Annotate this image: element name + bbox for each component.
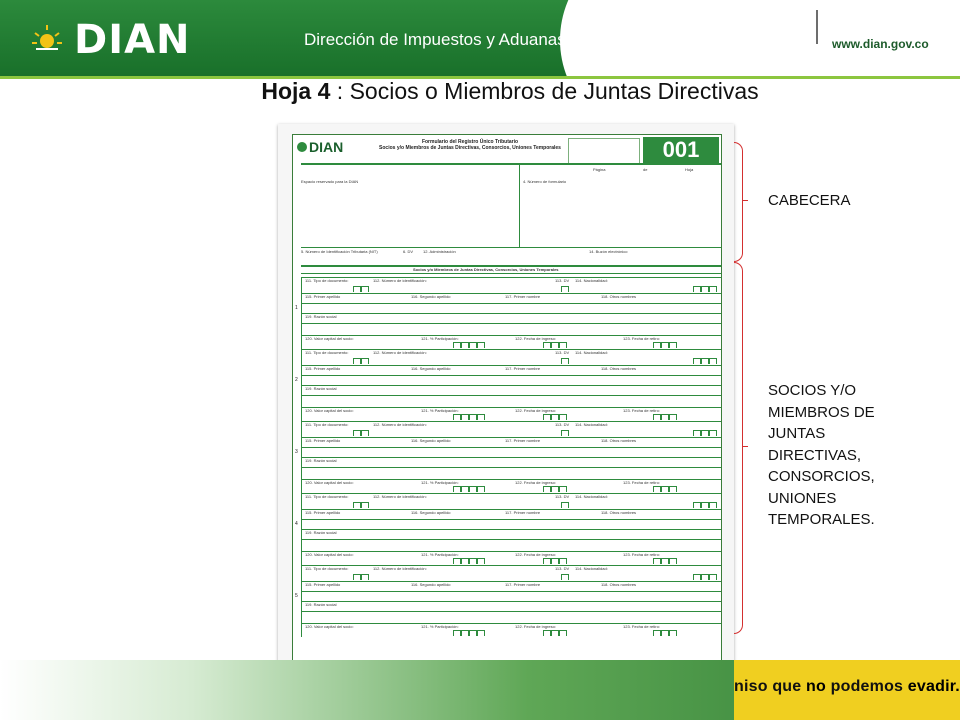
digit-box: [661, 342, 669, 348]
digit-box: [477, 630, 485, 636]
digit-box: [559, 558, 567, 564]
digit-box: [709, 502, 717, 508]
form-field-label: 115. Primer apellido: [305, 510, 341, 515]
header-banner-curve: [560, 0, 760, 140]
form-line: [301, 467, 721, 468]
form-field-label: 117. Primer nombre: [505, 582, 541, 587]
form-field-label: 123. Fecha de retiro:: [623, 624, 660, 629]
form-field-label: 117. Primer nombre: [505, 294, 541, 299]
digit-box: [653, 486, 661, 492]
form-field-label: 114. Nacionalidad:: [575, 350, 608, 355]
form-line: [301, 349, 302, 421]
form-line: [301, 247, 721, 248]
form-line: [301, 277, 721, 278]
digit-box: [661, 558, 669, 564]
digit-box: [559, 486, 567, 492]
form-field-label: 115. Primer apellido: [305, 438, 341, 443]
form-line: [301, 519, 721, 520]
form-line: [301, 421, 302, 493]
form-field-label: 112. Número de identificación:: [373, 422, 427, 427]
form-line: [301, 303, 721, 304]
header-bracket-tip: [742, 200, 748, 201]
title-rest: : Socios o Miembros de Juntas Directivas: [330, 78, 759, 104]
form-number: 001: [643, 137, 719, 163]
form-heading: Formulario del Registro Único Tributario Socios y/o Miembros de Juntas Directivas, Consorcios, Uniones Temporales: [379, 139, 561, 151]
digit-box: [543, 486, 551, 492]
header-bracket: [734, 142, 743, 262]
digit-box: [701, 430, 709, 436]
form-field-label: 118. Otros nombres: [601, 438, 637, 443]
digit-box: [469, 558, 477, 564]
form-line: [301, 529, 721, 530]
form-field-label: 111. Tipo de documento:: [305, 278, 349, 283]
form-line: [301, 421, 721, 422]
form-field-label: 122. Fecha de ingreso:: [515, 336, 556, 341]
form-field-label: 112. Número de identificación:: [373, 350, 427, 355]
digit-box: [543, 414, 551, 420]
form-field-label: 115. Primer apellido: [305, 294, 341, 299]
digit-box: [561, 430, 569, 436]
nit-label: 5. Número de Identificación Tributaria (NIT): [301, 249, 378, 254]
form-field-label: 123. Fecha de retiro:: [623, 552, 660, 557]
form-field-label: 115. Primer apellido: [305, 366, 341, 371]
buzon-label: 14. Buzón electrónico: [589, 249, 628, 254]
digit-box: [669, 342, 677, 348]
cabecera-label: CABECERA: [768, 192, 851, 209]
digit-box: [353, 574, 361, 580]
form-field-label: 114. Nacionalidad:: [575, 278, 608, 283]
form-line: [301, 375, 721, 376]
digit-box: [551, 630, 559, 636]
digit-box: [661, 486, 669, 492]
member-number: 3: [295, 449, 298, 455]
digit-box: [469, 342, 477, 348]
form-field-label: 113. DV: [555, 422, 570, 427]
header-divider: [816, 10, 818, 44]
digit-box: [453, 414, 461, 420]
form-field-label: 120. Valor capital del socio:: [305, 552, 354, 557]
form-field-label: 118. Otros nombres: [601, 294, 637, 299]
espacio-label: Espacio reservado para la DIAN: [301, 179, 359, 184]
digit-box: [661, 414, 669, 420]
form-line: [301, 349, 721, 350]
form-field-label: 117. Primer nombre: [505, 438, 541, 443]
form-field-label: 113. DV: [555, 494, 570, 499]
form-line: [301, 395, 721, 396]
form-field-label: 119. Razón social: [305, 314, 337, 319]
form-line: [301, 493, 721, 494]
digit-box: [461, 630, 469, 636]
digit-box: [653, 342, 661, 348]
form-field-label: 121. % Participación:: [421, 624, 459, 629]
form-line: [301, 539, 721, 540]
socios-label: SOCIOS Y/O MIEMBROS DE JUNTAS DIRECTIVAS, CONSORCIOS, UNIONES TEMPORALES.: [768, 382, 875, 528]
form-field-label: 119. Razón social: [305, 602, 337, 607]
form-field-label: 120. Valor capital del socio:: [305, 624, 354, 629]
form-field-label: 116. Segundo apellido: [411, 294, 451, 299]
digit-box: [469, 630, 477, 636]
form-line: [301, 323, 721, 324]
form-field-label: 117. Primer nombre: [505, 510, 541, 515]
form-field-label: 122. Fecha de ingreso:: [515, 480, 556, 485]
form-line: [301, 493, 302, 565]
form-field-label: 111. Tipo de documento:: [305, 566, 349, 571]
form-field-label: 119. Razón social: [305, 458, 337, 463]
digit-box: [561, 358, 569, 364]
form-line: [301, 313, 721, 314]
digit-box: [693, 286, 701, 292]
form-field-label: 120. Valor capital del socio:: [305, 336, 354, 341]
section-title: Socios y/o Miembros de Juntas Directivas, Consorcios, Uniones Temporales: [413, 267, 559, 272]
digit-box: [701, 502, 709, 508]
digit-box: [701, 358, 709, 364]
form-line: [301, 277, 302, 349]
form-field-label: 113. DV: [555, 350, 570, 355]
digit-box: [561, 502, 569, 508]
page-title: [0, 78, 960, 105]
dian-logo: [30, 17, 191, 63]
form-field-label: 118. Otros nombres: [601, 510, 637, 515]
digit-box: [653, 630, 661, 636]
digit-box: [559, 630, 567, 636]
digit-box: [361, 430, 369, 436]
administracion-label: 12. Administración: [423, 249, 456, 254]
form-field-label: 116. Segundo apellido: [411, 510, 451, 515]
digit-box: [453, 630, 461, 636]
digit-box: [469, 414, 477, 420]
digit-box: [461, 558, 469, 564]
form-field-label: 112. Número de identificación:: [373, 278, 427, 283]
digit-box: [669, 558, 677, 564]
form-field-label: 123. Fecha de retiro:: [623, 408, 660, 413]
form-field-label: 116. Segundo apellido: [411, 582, 451, 587]
digit-box: [693, 574, 701, 580]
hoja-label: Hoja: [685, 167, 694, 172]
digit-box: [543, 630, 551, 636]
digit-box: [561, 574, 569, 580]
body-bracket: [734, 262, 743, 634]
form-field-label: 120. Valor capital del socio:: [305, 408, 354, 413]
form-line: [301, 457, 721, 458]
digit-box: [361, 502, 369, 508]
logo-text: DIAN: [74, 17, 191, 63]
digit-box: [561, 286, 569, 292]
body-bracket-tip: [742, 446, 748, 447]
form-field-label: 114. Nacionalidad:: [575, 494, 608, 499]
digit-box: [661, 630, 669, 636]
member-number: 1: [295, 305, 298, 311]
digit-box: [461, 486, 469, 492]
digit-box: [669, 486, 677, 492]
sun-icon: [30, 21, 64, 60]
form-seal: [568, 138, 640, 164]
form-field-label: 119. Razón social: [305, 386, 337, 391]
digit-box: [469, 486, 477, 492]
form-field-label: 123. Fecha de retiro:: [623, 480, 660, 485]
digit-box: [669, 630, 677, 636]
digit-box: [453, 558, 461, 564]
digit-box: [461, 342, 469, 348]
form-field-label: 122. Fecha de ingreso:: [515, 624, 556, 629]
digit-box: [551, 342, 559, 348]
digit-box: [693, 358, 701, 364]
form-field-label: 121. % Participación:: [421, 336, 459, 341]
digit-box: [353, 358, 361, 364]
digit-box: [461, 414, 469, 420]
digit-box: [709, 286, 717, 292]
dv-label: 6. DV: [403, 249, 414, 254]
form-field-label: 116. Segundo apellido: [411, 438, 451, 443]
form-field-label: 112. Número de identificación:: [373, 566, 427, 571]
footer-slogan: niso que no podemos evadir.: [734, 678, 960, 695]
form-field-label: 118. Otros nombres: [601, 366, 637, 371]
form-line: [301, 447, 721, 448]
form-field-label: 111. Tipo de documento:: [305, 350, 349, 355]
agency-name: Dirección de Impuestos y Aduanas Nacionales: [304, 30, 655, 49]
numero-formulario-label: 4. Número de formulario: [523, 179, 567, 184]
digit-box: [477, 342, 485, 348]
form-line: [301, 565, 302, 637]
form-field-label: 114. Nacionalidad:: [575, 566, 608, 571]
digit-box: [353, 502, 361, 508]
digit-box: [477, 558, 485, 564]
digit-box: [669, 414, 677, 420]
form-logo: DIAN: [297, 139, 343, 155]
form-field-label: 122. Fecha de ingreso:: [515, 552, 556, 557]
form-line: [301, 163, 721, 165]
form-field-label: 113. DV: [555, 278, 570, 283]
form-line: [519, 163, 520, 247]
form-line: [301, 273, 721, 274]
member-number: 2: [295, 377, 298, 383]
digit-box: [361, 358, 369, 364]
digit-box: [701, 574, 709, 580]
form-field-label: 116. Segundo apellido: [411, 366, 451, 371]
form-field-label: 118. Otros nombres: [601, 582, 637, 587]
form-field-label: 117. Primer nombre: [505, 366, 541, 371]
form-line: [301, 565, 721, 566]
form-field-label: 121. % Participación:: [421, 552, 459, 557]
member-number: 4: [295, 521, 298, 527]
digit-box: [709, 358, 717, 364]
form-field-label: 121. % Participación:: [421, 480, 459, 485]
form-field-label: 122. Fecha de ingreso:: [515, 408, 556, 413]
pagina-label: Página: [593, 167, 606, 172]
title-bold: Hoja 4: [261, 78, 331, 104]
digit-box: [551, 414, 559, 420]
digit-box: [353, 430, 361, 436]
digit-box: [543, 558, 551, 564]
digit-box: [693, 502, 701, 508]
digit-box: [477, 414, 485, 420]
digit-box: [559, 342, 567, 348]
digit-box: [543, 342, 551, 348]
digit-box: [559, 414, 567, 420]
form-field-label: 114. Nacionalidad:: [575, 422, 608, 427]
de-label: de: [643, 167, 648, 172]
form-line: [301, 611, 721, 612]
digit-box: [709, 430, 717, 436]
digit-box: [701, 286, 709, 292]
form-field-label: 111. Tipo de documento:: [305, 494, 349, 499]
digit-box: [453, 486, 461, 492]
form-image: [278, 124, 734, 704]
website-link[interactable]: www.dian.gov.co: [832, 37, 929, 51]
form-sheet: [292, 134, 722, 698]
form-field-label: 112. Número de identificación:: [373, 494, 427, 499]
form-line: [301, 601, 721, 602]
digit-box: [361, 286, 369, 292]
digit-box: [477, 486, 485, 492]
digit-box: [653, 414, 661, 420]
form-line: [301, 385, 721, 386]
form-field-label: 111. Tipo de documento:: [305, 422, 349, 427]
form-field-label: 121. % Participación:: [421, 408, 459, 413]
digit-box: [361, 574, 369, 580]
digit-box: [709, 574, 717, 580]
form-field-label: 113. DV: [555, 566, 570, 571]
form-field-label: 123. Fecha de retiro:: [623, 336, 660, 341]
digit-box: [353, 286, 361, 292]
digit-box: [653, 558, 661, 564]
form-field-label: 119. Razón social: [305, 530, 337, 535]
digit-box: [551, 486, 559, 492]
digit-box: [453, 342, 461, 348]
form-field-label: 115. Primer apellido: [305, 582, 341, 587]
form-field-label: 120. Valor capital del socio:: [305, 480, 354, 485]
digit-box: [693, 430, 701, 436]
form-line: [301, 591, 721, 592]
digit-box: [551, 558, 559, 564]
member-number: 5: [295, 593, 298, 599]
